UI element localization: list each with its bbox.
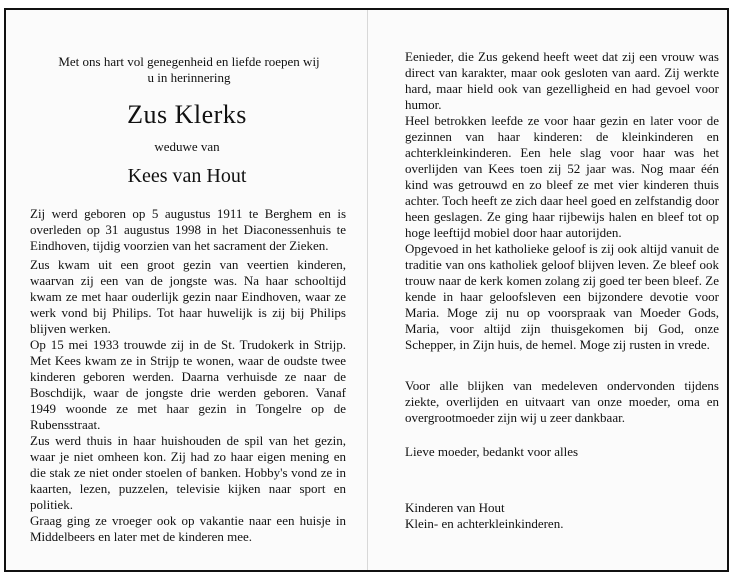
spouse-name: Kees van Hout bbox=[127, 165, 247, 187]
intro-line-1: Met ons hart vol genegenheid en liefde roepen wij bbox=[58, 54, 320, 69]
deceased-name: Zus Klerks bbox=[127, 100, 247, 129]
story-paragraph: Graag ging ze vroeger ook op vakantie naar een huisje in Middelbeers en later met de kinderen mee. bbox=[30, 513, 346, 544]
character-section bbox=[405, 49, 719, 353]
thanks-paragraph: Voor alle blijken van medeleven ondervonden tijdens ziekte, overlijden en uitvaart van onze moeder, oma en overgrootmoeder zijn wij u zeer dankbaar. bbox=[405, 378, 719, 425]
bio-text: Zij werd geboren op 5 augustus 1911 te Berghem en is overleden op 31 augustus 1998 in het Diaconessenhuis te Eindhoven, tijdig voorzien van het sacrament der Zieken. bbox=[30, 206, 346, 253]
story-paragraph: Op 15 mei 1933 trouwde zij in de St. Trudokerk in Strijp. Met Kees kwam ze in Strijp te wonen, waar de oudste twee kinderen geboren werden. Daarna verhuisde ze naar de Boschdijk, waar de jongste drie werden geboren. Vanaf 1949 woonde ze met haar gezin in Tongelre op de Rubensstraat. bbox=[30, 337, 346, 432]
farewell-section bbox=[405, 444, 719, 460]
story-paragraph: Zus werd thuis in haar huishouden de spil van het gezin, waar je niet omheen kon. Zij had zo haar eigen mening en die stak ze niet onder stoelen of banken. Hobby's vond ze in kaarten, lezen, puzzelen, televisie kijken naar sport en politiek. bbox=[30, 433, 346, 512]
left-panel bbox=[6, 10, 368, 570]
bio-paragraph bbox=[30, 206, 346, 254]
widow-label: weduwe van bbox=[154, 139, 220, 154]
life-story bbox=[30, 257, 346, 545]
family-paragraph: Heel betrokken leefde ze voor haar gezin en later voor de gezinnen van haar kinderen: de kleinkinderen en achterkleinkinderen. Een hele slag voor haar was het overlijden van Kees toen zij 52 jaar was. Nog maar één kind was getrouwd en zo bleef ze met vier kinderen thuis achter. Toch heeft ze zich daar heel goed en zelfstandig door heen geslagen. Ze ging haar rijbewijs halen en bleef tot op hoge leeftijd mobiel door haar autorijden. bbox=[405, 113, 719, 240]
memorial-card bbox=[4, 8, 729, 572]
intro-line-2: u in herinnering bbox=[147, 70, 231, 85]
signature-section bbox=[405, 500, 719, 532]
intro-text bbox=[34, 54, 344, 86]
right-panel bbox=[369, 10, 729, 570]
thanks-section bbox=[405, 378, 719, 426]
signature-line-1: Kinderen van Hout bbox=[405, 500, 505, 515]
faith-paragraph: Opgevoed in het katholieke geloof is zij ook altijd vanuit de traditie van ons katholiek geloof blijven leven. Ze bleef ook trouw naar de kerk komen zolang zij goed ter been bleef. Ze kende in haar geloofsleven een bijzondere devotie voor Maria. Moge zij nu op voorspraak van Moeder Gods, Maria, voor altijd zijn thuisgekomen bij God, onze Schepper, in Zijn huis, de hemel. Moge zij rusten in vrede. bbox=[405, 241, 719, 352]
farewell-line: Lieve moeder, bedankt voor alles bbox=[405, 444, 579, 459]
story-paragraph: Zus kwam uit een groot gezin van veertien kinderen, waarvan zij een van de jongste was. Na haar schooltijd kwam ze met haar ouderlijk gezin naar Eindhoven, waar ze werk vond bij Philips. Tot haar huwelijk is zij bij Philips blijven werken. bbox=[30, 257, 346, 336]
character-paragraph: Eenieder, die Zus gekend heeft weet dat zij een vrouw was direct van karakter, maar ook gesloten van aard. Zij werkte hard, maar hield ook van gezelligheid en had gevoel voor humor. bbox=[405, 49, 719, 112]
signature-line-2: Klein- en achterkleinkinderen. bbox=[405, 516, 564, 531]
